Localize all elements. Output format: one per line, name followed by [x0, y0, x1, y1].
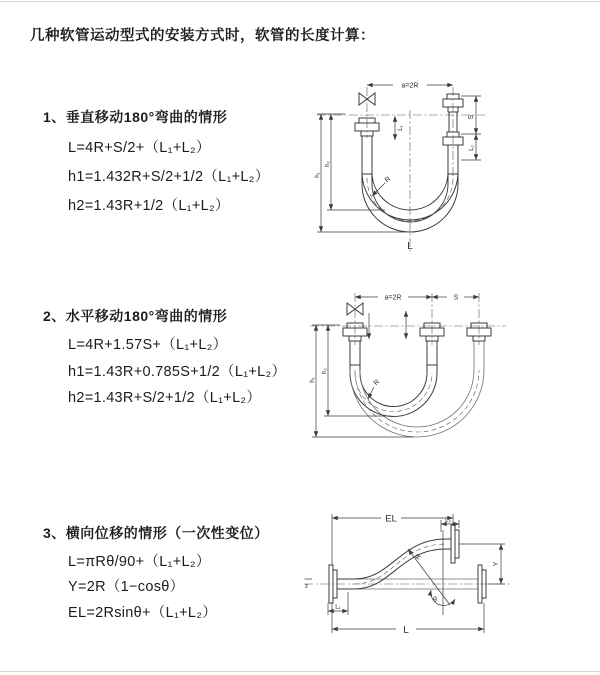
hose-u-bend	[350, 365, 437, 416]
dimension-width	[355, 295, 432, 302]
dimension-h2	[321, 325, 391, 416]
page-bottom-rule	[0, 671, 600, 672]
upper-flange	[455, 530, 459, 558]
page-top-rule	[0, 1, 600, 2]
diagram-horizontal-180-bend	[306, 283, 574, 461]
dim-label-a2r: a=2R	[384, 294, 402, 302]
formula-line: L=4R+S/2+（L₁+L₂）	[68, 140, 211, 156]
hose-u-bend-displaced	[350, 361, 484, 437]
formula-line: Y=2R（1−cosθ）	[68, 579, 185, 595]
dimension-l	[332, 603, 484, 636]
upper-flange	[451, 525, 455, 563]
dim-label-h1: h₁	[314, 172, 321, 178]
dim-label-l: L	[403, 625, 409, 636]
dimension-h1	[309, 325, 414, 437]
diagram-vertical-180-bend	[315, 72, 565, 257]
centerlines	[317, 87, 485, 252]
braided-hose-section	[362, 136, 372, 174]
dim-label-l2: L₂	[468, 145, 475, 151]
radius-label: R	[372, 378, 382, 388]
section-1-heading: 1、垂直移动180°弯曲的情形	[43, 109, 228, 125]
formula-line: L=4R+1.57S+（L₁+L₂）	[68, 337, 228, 353]
formula-line: h1=1.43R+0.785S+1/2（L₁+L₂）	[68, 364, 287, 380]
dim-label-h2: h₂	[324, 161, 331, 167]
dim-label-el: EL	[385, 513, 397, 525]
dimension-s	[432, 295, 479, 302]
dim-label-y: Y	[493, 561, 500, 567]
radius-label: R	[383, 175, 393, 185]
dimension-l2	[461, 134, 481, 160]
formula-line: EL=2Rsinθ+（L₁+L₂）	[68, 605, 218, 621]
dimension-width	[367, 83, 453, 90]
radius-callout	[368, 379, 381, 399]
dim-label-l2: L₂	[445, 517, 451, 524]
centerlines	[310, 293, 506, 345]
angle-construction	[408, 530, 455, 615]
dimension-l1	[395, 116, 404, 140]
section-2-heading: 2、水平移动180°弯曲的情形	[43, 308, 228, 324]
dim-label-h1: h₁	[309, 377, 316, 383]
axis-centerline	[304, 579, 511, 590]
formula-line: L=πRθ/90+（L₁+L₂）	[68, 554, 211, 570]
radius-callout	[372, 176, 392, 196]
formula-line: h2=1.43R+1/2（L₁+L₂）	[68, 198, 230, 214]
dim-label-a2r: a=2R	[401, 82, 419, 90]
formula-line: h2=1.43R+S/2+1/2（L₁+L₂）	[68, 390, 262, 406]
radius-label: R	[414, 553, 424, 562]
length-label: L	[407, 241, 413, 252]
angle-label: θ	[433, 597, 437, 604]
dim-label-s: S	[468, 114, 475, 120]
page-title: 几种软管运动型式的安装方式时，软管的长度计算：	[30, 28, 375, 44]
dim-label-l1: L₁	[397, 125, 404, 131]
formula-line: h1=1.432R+S/2+1/2（L₁+L₂）	[68, 169, 270, 185]
axis-mark-label: z	[305, 583, 309, 590]
dim-label-l1: L₁	[335, 603, 341, 611]
dim-label-h2: h₂	[321, 368, 328, 374]
section-3-heading: 3、横向位移的情形（一次性变位）	[43, 525, 269, 541]
diagram-lateral-displacement	[296, 502, 594, 644]
reference-arrows	[369, 311, 406, 339]
dim-label-s: S	[453, 294, 459, 302]
dimension-h1	[314, 114, 405, 232]
dimension-el	[332, 514, 453, 566]
